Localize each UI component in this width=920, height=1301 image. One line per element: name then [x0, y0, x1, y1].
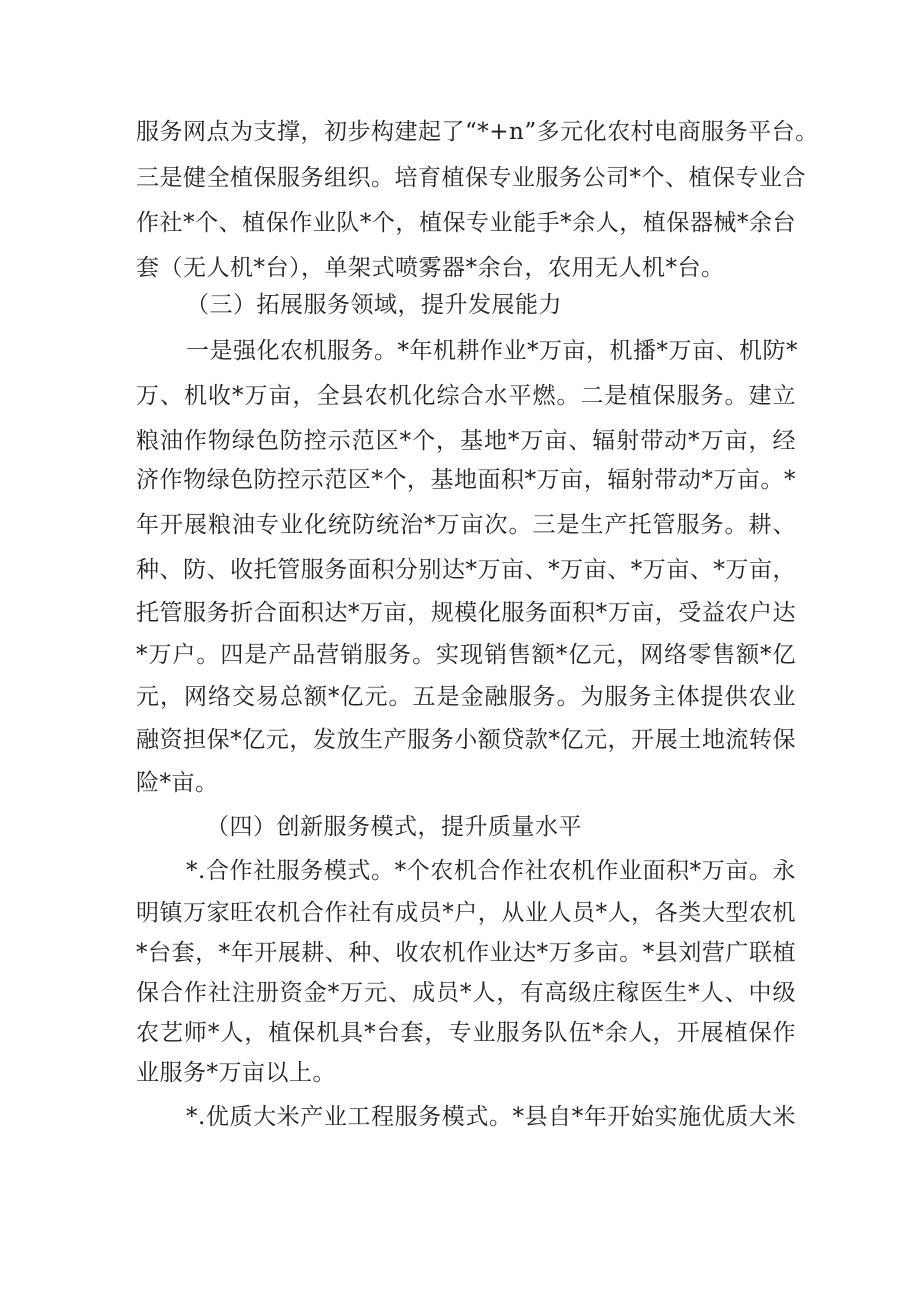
text-line-22: 农艺师*人，植保机具*台套，专业服务队伍*余人，开展植保作 [136, 1020, 796, 1046]
text-line-7: 万、机收*万亩，全县农机化综合水平燃。二是植保服务。建立 [136, 383, 796, 409]
text-line-15: 融资担保*亿元，发放生产服务小额贷款*亿元，开展土地流转保 [136, 727, 796, 753]
section-heading-3: （三）拓展服务领域，提升发展能力 [186, 292, 562, 318]
section-heading-4: （四）创新服务模式，提升质量水平 [206, 814, 582, 840]
text-line-13: *万户。四是产品营销服务。实现销售额*亿元，网络零售额*亿 [136, 642, 796, 668]
text-line-10: 年开展粮油专业化统防统治*万亩次。三是生产托管服务。耕、 [136, 512, 796, 538]
text-line-18: *.合作社服务模式。*个农机合作社农机作业面积*万亩。永 [186, 858, 796, 884]
text-line-6: 一是强化农机服务。*年机耕作业*万亩，机播*万亩、机防* [186, 338, 798, 364]
text-line-20: *台套，*年开展耕、种、收农机作业达*万多亩。*县刘营广联植 [136, 940, 796, 966]
text-line-21: 保合作社注册资金*万元、成员*人，有高级庄稼医生*人、中级 [136, 980, 796, 1006]
text-line-19: 明镇万家旺农机合作社有成员*户，从业人员*人，各类大型农机 [136, 900, 796, 926]
text-line-3: 作社*个、植保作业队*个，植保专业能手*余人，植保器械*余台 [136, 210, 796, 236]
text-line-14: 元，网络交易总额*亿元。五是金融服务。为服务主体提供农业 [136, 684, 796, 710]
text-line-2: 三是健全植保服务组织。培育植保专业服务公司*个、植保专业合 [136, 165, 806, 191]
text-line-1: 服务网点为支撑，初步构建起了“*+n”多元化农村电商服务平台。 [136, 119, 819, 145]
text-line-11: 种、防、收托管服务面积分别达*万亩、*万亩、*万亩、*万亩， [136, 557, 796, 583]
text-line-23: 业服务*万亩以上。 [136, 1060, 336, 1086]
text-line-8: 粮油作物绿色防控示范区*个，基地*万亩、辐射带动*万亩，经 [136, 428, 796, 454]
text-line-12: 托管服务折合面积达*万亩，规模化服务面积*万亩，受益农户达 [136, 600, 796, 626]
text-line-24: *.优质大米产业工程服务模式。*县自*年开始实施优质大米 [186, 1104, 796, 1130]
text-line-9: 济作物绿色防控示范区*个，基地面积*万亩，辐射带动*万亩。* [136, 467, 796, 493]
text-line-16: 险*亩。 [136, 770, 219, 796]
text-line-4: 套（无人机*台），单架式喷雾器*余台，农用无人机*台。 [136, 255, 725, 281]
